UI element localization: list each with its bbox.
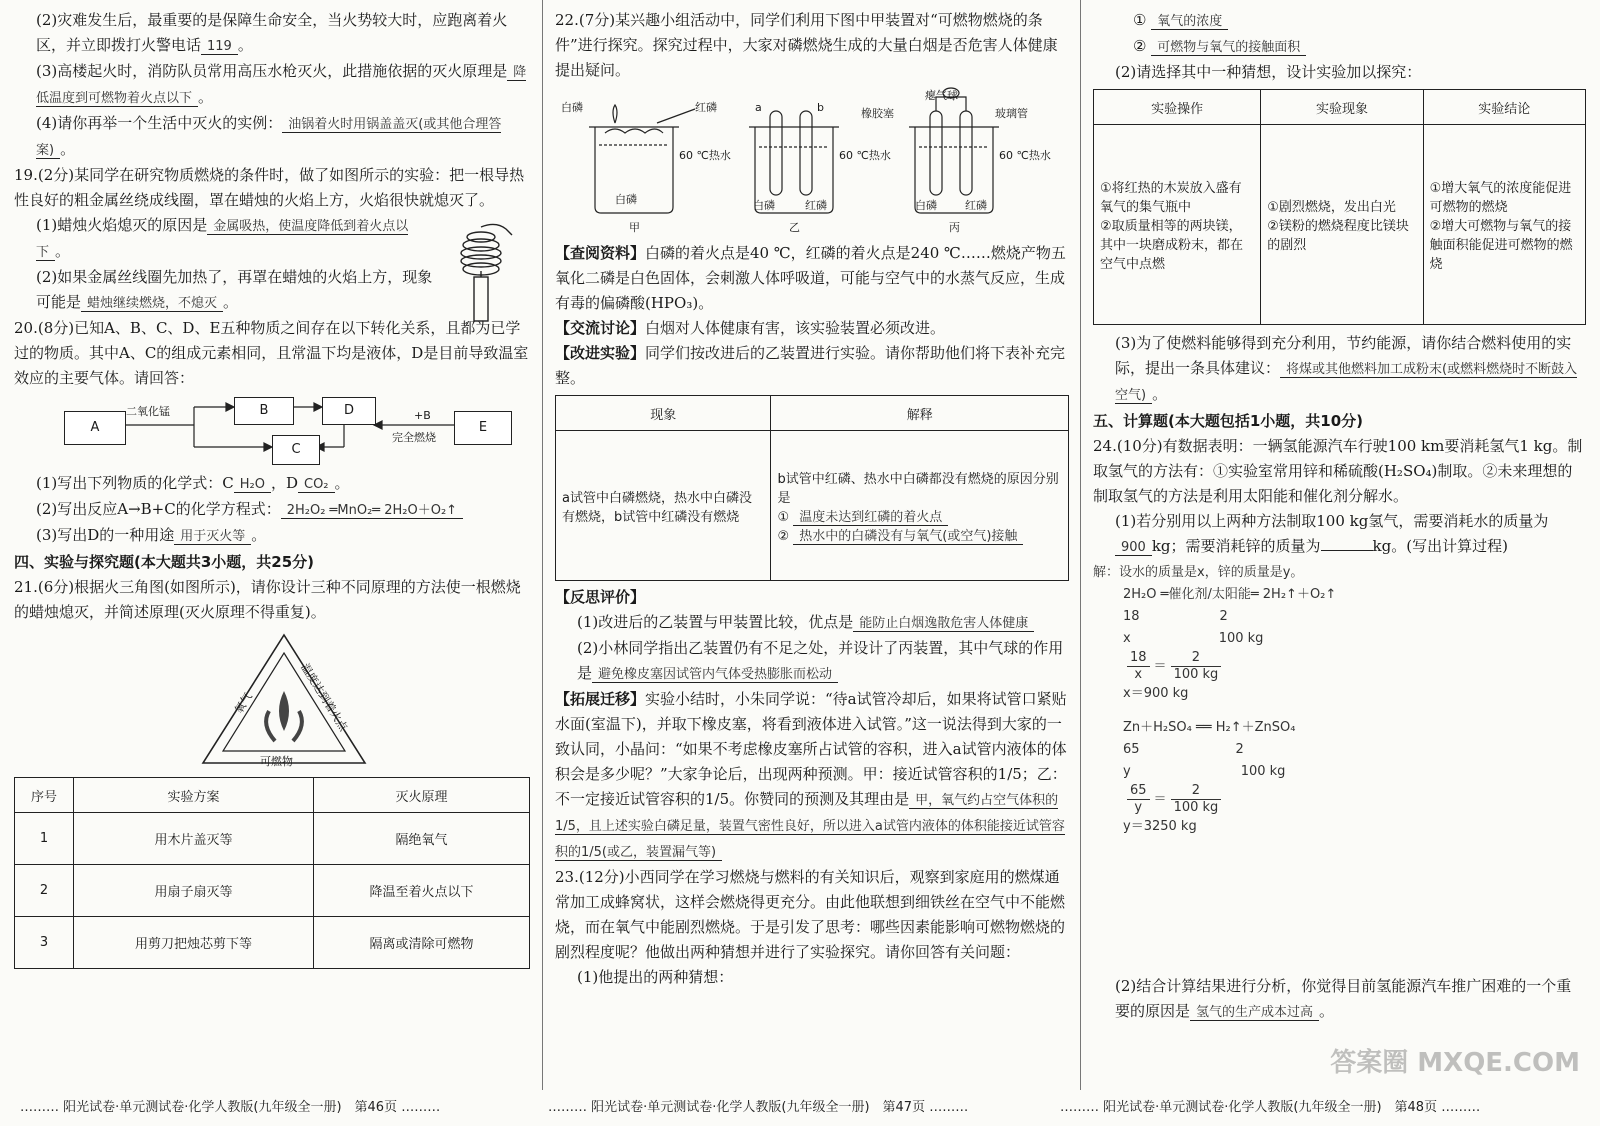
q22-research: 【查阅资料】白磷的着火点是40 ℃，红磷的着火点是240 ℃……燃烧产物五氧化二磷是白色固体，会刺激人体呼吸道，可能与空气中的水蒸气反应，生成有毒的偏磷酸(HPO₃)。 [555,244,1066,312]
fig-red-p-2: 红磷 [805,199,827,212]
q18-3: (3)高楼起火时，消防队员常用高压水枪灭火，此措施依据的灭火原理是 降低温度到可燃物着火点以下 。 [36,62,527,106]
fig-white-p-2: 白磷 [615,193,637,206]
fig-hot-water-1: 60 ℃热水 [679,149,731,162]
fig-stopper: 橡胶塞 [861,107,894,120]
q22-stem: 22.(7分)某兴趣小组活动中，同学们利用下图中甲装置对“可燃物燃烧的条件”进行探究。探究过程中，大家对磷燃烧生成的大量白烟是否危害人体健康提出疑问。 [555,11,1058,79]
fig-balloon: 瘪气球 [925,89,958,102]
fig-red-p-3: 红磷 [965,199,987,212]
section-4-title: 四、实验与探究题(本大题共3小题，共25分) [14,553,315,571]
q23-table [1093,89,1586,325]
q24-solution: 解：设水的质量是x，锌的质量是y。 2H₂O ═催化剂/太阳能═ 2H₂↑＋O₂↑ 18 2 x 100 kg $\frac{18}{x}$ ＝ $\frac{2}{100 kg}$ x＝900 kg Zn＋H₂SO₄ ══ H₂↑＋ZnSO₄ 65 2 y 100 kg $\frac{65}{y}$ ＝ $\frac{2}{100 kg}$ y＝3250 kg [1093,565,1337,834]
q24-2: (2)结合计算结果进行分析，你觉得目前氢能源汽车推广困难的一个重要的原因是 氢气的生产成本过高 。 [1115,977,1572,1020]
apparatus-svg [555,87,1070,237]
q19-stem: 19.(2分)某同学在研究物质燃烧的条件时，做了如图所示的实验：把一根导热性良好的粗金属丝绕成线圈，罩在蜡烛的火焰上方，火焰很快就熄灭了。 [14,166,525,209]
q22-table [555,395,1069,581]
q20-2: (2)写出反应A→B+C的化学方程式： 2H₂O₂ ═MnO₂═ 2H₂O＋O₂↑ [14,497,530,523]
page-48 [1080,0,1600,1090]
q22-apparatus-figure [555,87,1069,237]
q23-1: (1)他提出的两种猜想： [577,968,734,986]
q21-table [14,777,530,969]
q24-1: (1)若分别用以上两种方法制取100 kg氢气，需要消耗水的质量为900 kg；需要消耗锌的质量为 kg。(写出计算过程) [1115,512,1549,555]
q21-stem: 21.(6分)根据火三角图(如图所示)，请你设计三种不同原理的方法使一根燃烧的蜡烛熄灭，并简述原理(灭火原理不得重复)。 [14,578,521,621]
fig-hot-water-2: 60 ℃热水 [839,149,891,162]
q23-2: (2)请选择其中一种猜想，设计实验加以探究： [1115,63,1422,81]
q18-4: (4)请你再举一个生活中灭火的实例： 油锅着火时用锅盖盖灭(或其他合理答案) 。 [36,114,502,158]
footer-page-48: ……… 阳光试卷·单元测试卷·化学人教版(九年级全一册) 第48页 ……… [1060,1100,1481,1115]
table-row: a试管中白磷燃烧，热水中白磷没有燃烧，b试管中红磷没有燃烧 b试管中红磷、热水中白磷都没有燃烧的原因分别是 ① 温度未达到红磷的着火点 ② 热水中的白磷没有与氧气(或空气)接触 [556,431,1069,581]
q20-conversion-diagram [14,397,530,467]
q23-stem: 23.(12分)小西同学在学习燃烧与燃料的有关知识后，观察到家庭用的燃煤通常加工成蜂窝状，这样会燃烧得更充分。由此他联想到细铁丝在空气中不能燃烧，而在氧气中能剧烈燃烧。于是引发了思考：哪些因素能影响可燃物燃烧的剧烈程度呢？他做出两种猜想并进行了实验探究。请你回答有关问题： [555,868,1066,961]
q22-improve: 【改进实验】同学们按改进后的乙装置进行实验。请你帮助他们将下表补充完整。 [555,344,1066,387]
table-row: 1 用木片盖灭等 隔绝氧气 [15,813,530,865]
tri-fuel: 可燃物 [260,755,293,768]
tri-oxygen: 氧气 [232,690,255,717]
fire-triangle-figure [14,631,530,767]
fig-bing: 丙 [949,221,960,234]
cond-plus-b: +B [414,409,431,422]
q23-3: (3)为了使燃料能够得到充分利用，节约能源，请你结合燃料使用的实际，提出一条具体建议： 将煤或其他燃料加工成粉末(或燃料燃烧时不断鼓入空气) 。 [1115,334,1578,403]
footer-page-47: ……… 阳光试卷·单元测试卷·化学人教版(九年级全一册) 第47页 ……… [548,1100,969,1115]
fig-white-p-3: 白磷 [753,199,775,212]
q23-header-row: 实验操作 实验现象 实验结论 [1094,90,1586,125]
q23-guess-2: ② 可燃物与氧气的接触面积 [1093,34,1586,60]
footer-page-46: ……… 阳光试卷·单元测试卷·化学人教版(九年级全一册) 第46页 ……… [20,1100,441,1115]
page-46 [0,0,540,1090]
watermark-logo: 答案圈 MXQE.COM [1330,1048,1580,1078]
q19 [14,163,530,316]
coil-candle-figure [446,215,516,325]
q22-extension: 【拓展迁移】实验小结时，小朱同学说：“待a试管冷却后，如果将试管口紧贴水面(室温下)，并取下橡皮塞，将看到液体进入试管。”这一说法得到大家的一致认同，小晶问：“如果不考虑橡皮塞所占试管的容积，进入a试管内液体的体积会是多少呢？”大家争论后，出现两种预测。甲：接近试管容积的1/5；乙：不一定接近试管容积的1/5。你赞同的预测及其理由是 甲，氧气约占空气体积的1/5，且上述实验白磷足量，装置气密性良好，所以进入a试管内液体的体积能接近试管容积的1/5(或乙，装置漏气等) [555,690,1067,860]
tri-temperature: 温度达到着火点 [298,661,350,734]
th-no: 序号 [15,778,74,813]
fig-glass-tube: 玻璃管 [995,107,1028,120]
section-5-title: 五、计算题(本大题包括1小题，共10分) [1093,412,1364,430]
q24-stem: 24.(10分)有数据表明：一辆氢能源汽车行驶100 km要消耗氢气1 kg。制取氢气的方法有：①实验室常用锌和稀硫酸(H₂SO₄)制取。②未来理想的制取氢气的方法是利用太阳能和催化剂分解水。 [1093,437,1583,505]
q20-3: (3)写出D的一种用途 用于灭火等 。 [36,526,267,544]
fig-white-p-4: 白磷 [915,199,937,212]
q22-reflect-1: (1)改进后的乙装置与甲装置比较，优点是 能防止白烟逸散危害人体健康 [555,610,1069,636]
q22-reflect-2: (2)小林同学指出乙装置仍有不足之处，并设计了丙装置，其中气球的作用是 避免橡皮塞因试管内气体受热膨胀而松动 [577,639,1064,682]
page-47 [542,0,1077,1090]
q18-2: (2)灾难发生后，最重要的是保障生命安全，当火势较大时，应跑离着火区，并立即拨打火警电话 119 。 [36,11,508,54]
q22-discussion: 【交流讨论】白烟对人体健康有害，该实验装置必须改进。 [555,319,946,337]
cond-mno2: 二氧化锰 [126,405,170,418]
fig-white-p-label: 白磷 [561,101,583,114]
node-c: C [272,435,320,465]
cond-combust: 完全燃烧 [392,431,436,444]
q23-guess-1: ① 氧气的浓度 [1093,8,1586,34]
fig-b: b [817,101,824,114]
q20-1: (1)写出下列物质的化学式：C H₂O ，D CO₂ 。 [36,474,350,492]
table-row: 2 用扇子扇灭等 降温至着火点以下 [15,865,530,917]
q19-2: (2)如果金属丝线圈先加热了，再罩在蜡烛的火焰上方，现象可能是 蜡烛继续燃烧，不熄灭 。 [36,268,433,311]
q22-reflect-tag: 【反思评价】 [555,588,646,606]
node-a: A [64,411,126,445]
th-principle: 灭火原理 [313,778,529,813]
node-d: D [322,397,376,425]
fire-triangle-svg [199,631,369,767]
fig-yi: 乙 [789,221,800,234]
fig-hot-water-3: 60 ℃热水 [999,149,1051,162]
q22-header-row: 现象 解释 [556,396,1069,431]
q19-1: (1)蜡烛火焰熄灭的原因是 金属吸热，使温度降低到着火点以下 。 [36,216,409,260]
q21-header-row [15,778,530,813]
fig-red-p-label: 红磷 [695,101,717,114]
fig-a: a [755,101,762,114]
node-e: E [454,411,512,445]
table-row: 3 用剪刀把烛芯剪下等 隔离或清除可燃物 [15,917,530,969]
fig-jia: 甲 [629,221,640,234]
table-row: ①将红热的木炭放入盛有氧气的集气瓶中 ②取质量相等的两块镁，其中一块磨成粉末，都在空气中点燃 ①剧烈燃烧，发出白光 ②镁粉的燃烧程度比镁块的剧烈 ①增大氧气的浓度能促进可燃物的燃烧 ②增大可燃物与氧气的接触面积能促进可燃物的燃烧 [1094,125,1586,325]
th-plan: 实验方案 [74,778,314,813]
q20-stem: 20.(8分)已知A、B、C、D、E五种物质之间存在以下转化关系，且都为已学过的物质。其中A、C的组成元素相同，且常温下均是液体，D是目前导致温室效应的主要气体。请回答： [14,319,529,387]
node-b: B [234,397,294,425]
